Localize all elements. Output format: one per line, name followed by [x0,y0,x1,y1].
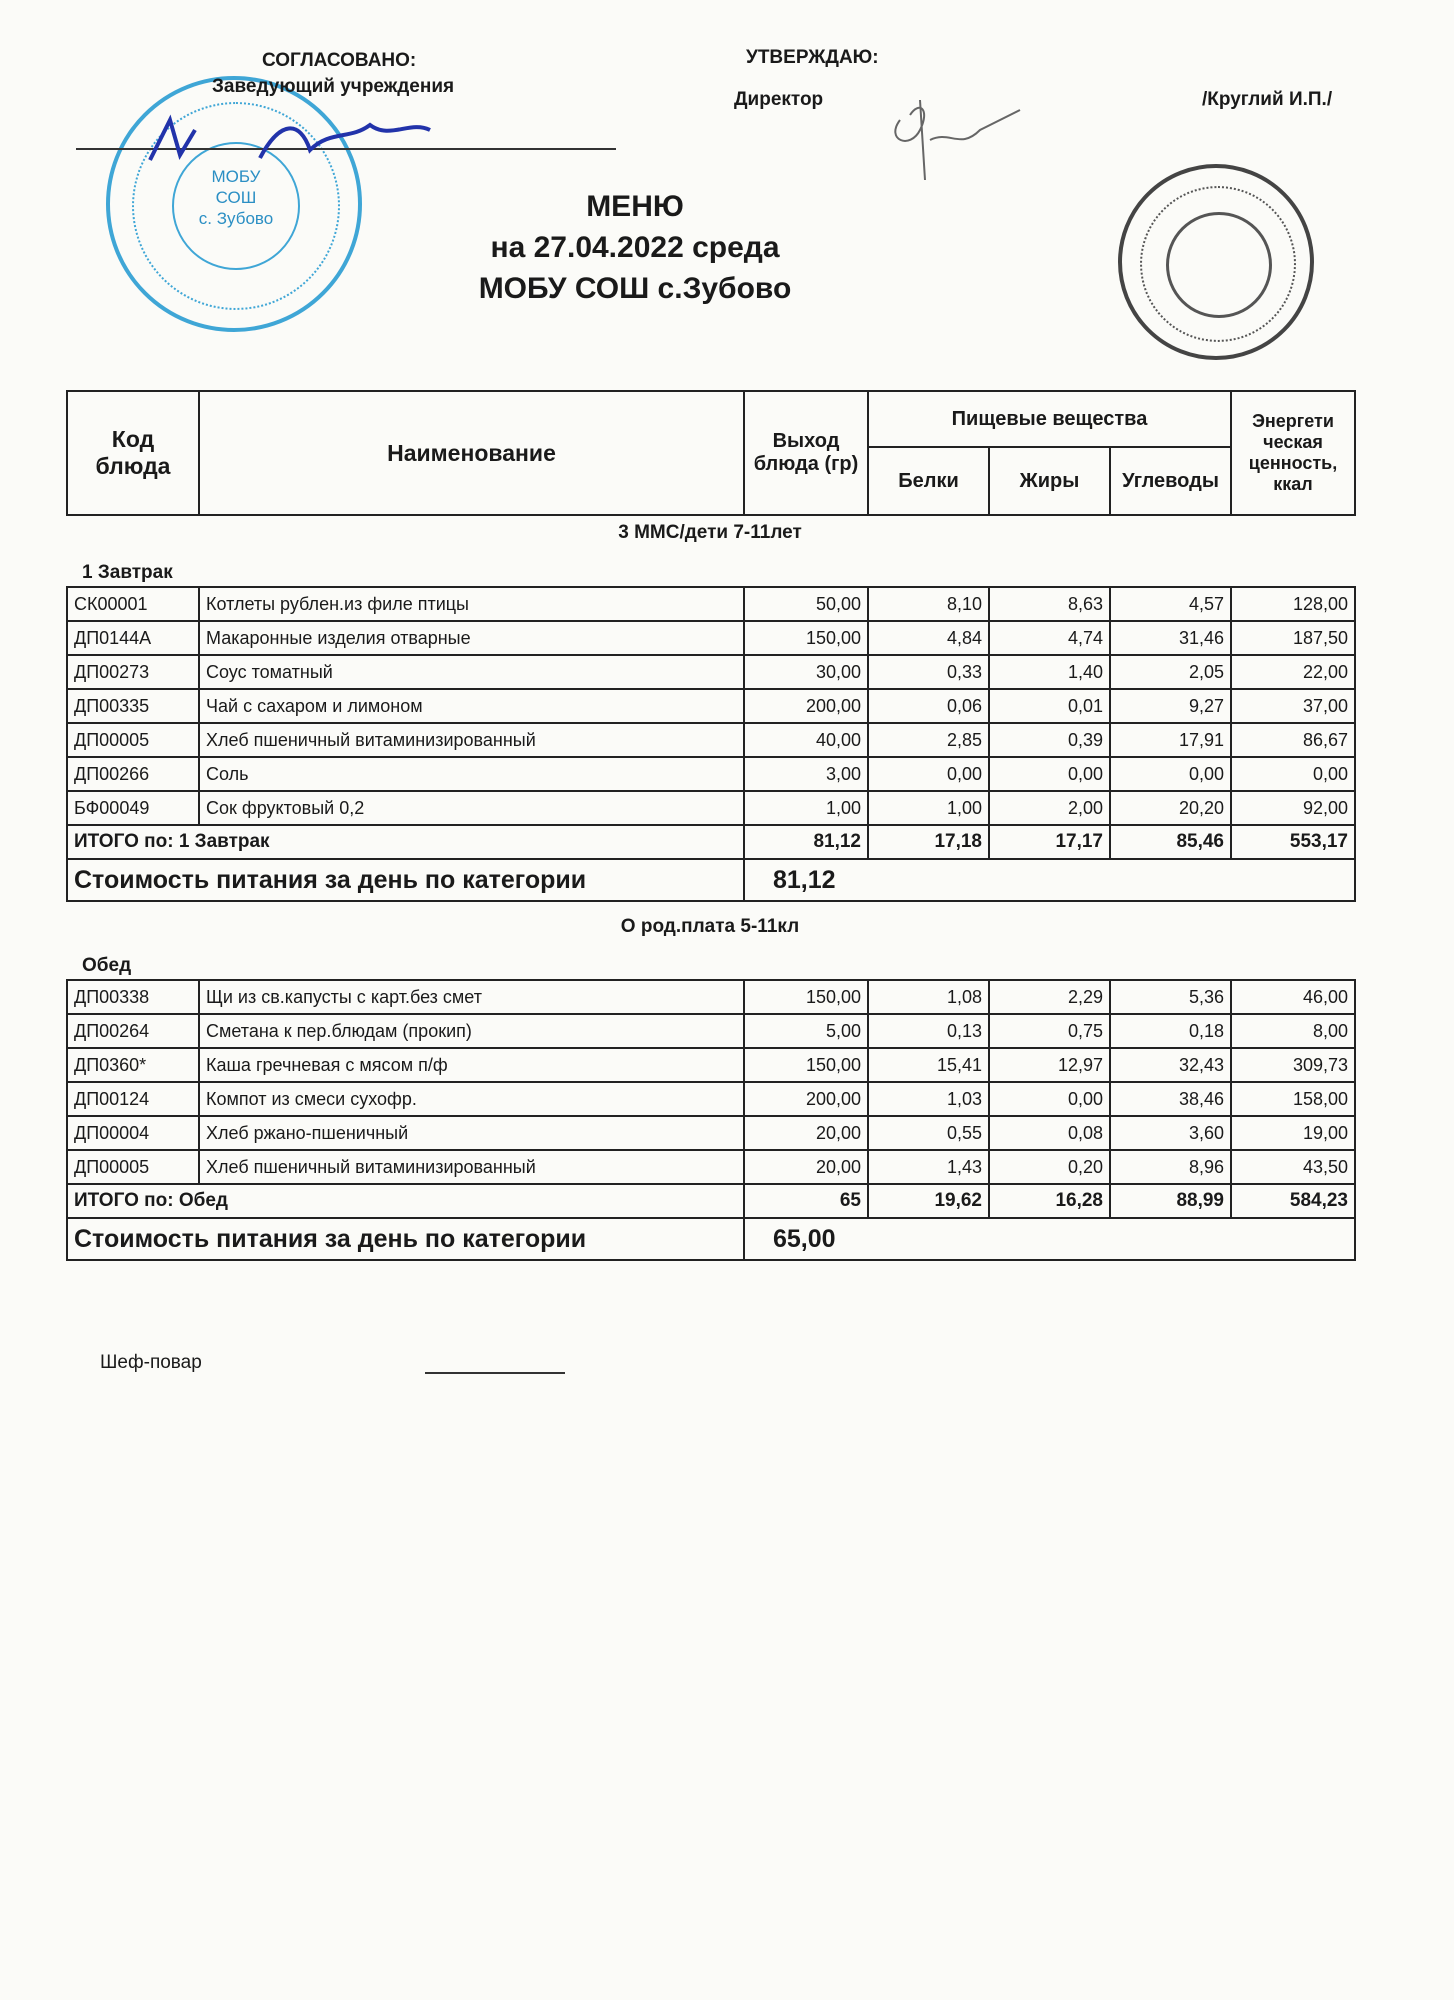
dish-name: Щи из св.капусты с карт.без смет [199,980,744,1014]
director-name: /Круглий И.П./ [1202,89,1333,110]
dish-protein: 15,41 [868,1048,989,1082]
dish-fat: 0,00 [989,1082,1110,1116]
dish-yield: 30,00 [744,655,868,689]
dish-fat: 2,29 [989,980,1110,1014]
cost-value: 65,00 [744,1218,1355,1260]
dish-code: ДП00335 [67,689,199,723]
dish-protein: 0,00 [868,757,989,791]
dish-protein-total: 19,62 [868,1184,989,1218]
breakfast-table [66,586,1356,902]
cost-row [67,859,1355,901]
category-label: О род.плата 5-11кл [620,916,800,937]
dish-fat: 0,01 [989,689,1110,723]
table-row [67,1014,1355,1048]
dish-carbs: 0,00 [1110,757,1231,791]
dish-name: Макаронные изделия отварные [199,621,744,655]
chef-label: Шеф-повар [100,1352,202,1373]
meal-label: 1 Завтрак [82,562,173,583]
cost-label: Стоимость питания за день по категории [67,859,744,901]
dish-protein: 1,03 [868,1082,989,1116]
approve-label: УТВЕРЖДАЮ: [746,47,879,68]
director-signature [880,80,1040,190]
col-protein: Белки [868,447,989,515]
dish-carbs-total: 88,99 [1110,1184,1231,1218]
dish-carbs: 32,43 [1110,1048,1231,1082]
dish-name: Каша гречневая с мясом п/ф [199,1048,744,1082]
total-row [67,825,1355,859]
dish-energy: 8,00 [1231,1014,1355,1048]
dish-name: Хлеб пшеничный витаминизированный [199,723,744,757]
dish-carbs: 9,27 [1110,689,1231,723]
cost-label: Стоимость питания за день по категории [67,1218,744,1260]
dish-yield: 50,00 [744,587,868,621]
menu-title: МЕНЮ [586,190,684,223]
dish-fat: 0,39 [989,723,1110,757]
chef-signature-line [425,1372,565,1374]
dish-name: Хлеб пшеничный витаминизированный [199,1150,744,1184]
dish-protein: 0,06 [868,689,989,723]
dish-energy: 158,00 [1231,1082,1355,1116]
dish-carbs: 3,60 [1110,1116,1231,1150]
dish-carbs: 2,05 [1110,655,1231,689]
dish-carbs: 17,91 [1110,723,1231,757]
dish-carbs: 20,20 [1110,791,1231,825]
agreed-label: СОГЛАСОВАНО: [262,50,417,71]
dish-energy: 187,50 [1231,621,1355,655]
dish-code: ДП00005 [67,723,199,757]
dish-energy: 309,73 [1231,1048,1355,1082]
dish-name: Сметана к пер.блюдам (прокип) [199,1014,744,1048]
col-energy: Энергети ческая ценность, ккал [1231,391,1355,515]
stamp-line: СОШ [215,188,257,207]
dish-protein: 0,55 [868,1116,989,1150]
dish-code: ДП00338 [67,980,199,1014]
agreed-signature [140,110,520,170]
dish-energy: 128,00 [1231,587,1355,621]
dish-code: ДП00124 [67,1082,199,1116]
dish-energy: 92,00 [1231,791,1355,825]
dish-fat: 8,63 [989,587,1110,621]
dish-carbs: 4,57 [1110,587,1231,621]
dish-protein-total: 17,18 [868,825,989,859]
dish-yield-total: 81,12 [744,825,868,859]
school-name: МОБУ СОШ с.Зубово [478,272,792,305]
dish-protein: 0,33 [868,655,989,689]
dish-yield: 40,00 [744,723,868,757]
col-yield: Выход блюда (гр) [744,391,868,515]
table-row [67,621,1355,655]
lunch-table [66,979,1356,1261]
dish-fat: 0,00 [989,757,1110,791]
dish-yield: 1,00 [744,791,868,825]
cost-row [67,1218,1355,1260]
table-row [67,655,1355,689]
dish-energy: 86,67 [1231,723,1355,757]
dish-name: Чай с сахаром и лимоном [199,689,744,723]
col-carbs: Углеводы [1110,447,1231,515]
table-row [67,1150,1355,1184]
table-row [67,1116,1355,1150]
dish-protein: 1,08 [868,980,989,1014]
col-nutrients: Пищевые вещества [868,391,1231,447]
stamp-line: МОБУ [211,167,261,186]
dish-code: СК00001 [67,587,199,621]
dish-code: ДП00264 [67,1014,199,1048]
dish-name: Компот из смеси сухофр. [199,1082,744,1116]
category-label: 3 ММС/дети 7-11лет [618,522,802,543]
table-row [67,757,1355,791]
dish-code: ДП00273 [67,655,199,689]
table-row [67,587,1355,621]
stamp-line: с. Зубово [198,209,274,228]
dish-fat: 0,75 [989,1014,1110,1048]
dish-energy: 46,00 [1231,980,1355,1014]
total-label: ИТОГО по: 1 Завтрак [67,825,744,859]
dish-energy: 0,00 [1231,757,1355,791]
dish-energy-total: 553,17 [1231,825,1355,859]
cost-value: 81,12 [744,859,1355,901]
dish-name: Котлеты рублен.из филе птицы [199,587,744,621]
dish-carbs: 5,36 [1110,980,1231,1014]
dish-yield: 5,00 [744,1014,868,1048]
dish-energy: 37,00 [1231,689,1355,723]
menu-date: на 27.04.2022 среда [490,231,780,264]
dish-protein: 8,10 [868,587,989,621]
dish-code: БФ00049 [67,791,199,825]
dish-protein: 4,84 [868,621,989,655]
total-row [67,1184,1355,1218]
dish-fat-total: 17,17 [989,825,1110,859]
dish-yield: 20,00 [744,1116,868,1150]
dish-fat: 4,74 [989,621,1110,655]
dish-energy-total: 584,23 [1231,1184,1355,1218]
dish-fat-total: 16,28 [989,1184,1110,1218]
table-row [67,980,1355,1014]
dish-name: Соль [199,757,744,791]
col-name: Наименование [199,391,744,515]
dish-name: Хлеб ржано-пшеничный [199,1116,744,1150]
dish-code: ДП00004 [67,1116,199,1150]
dish-protein: 2,85 [868,723,989,757]
dish-yield: 150,00 [744,980,868,1014]
table-row [67,689,1355,723]
dish-name: Соус томатный [199,655,744,689]
dish-protein: 1,00 [868,791,989,825]
dish-yield: 150,00 [744,621,868,655]
dish-yield: 20,00 [744,1150,868,1184]
dish-carbs: 8,96 [1110,1150,1231,1184]
dish-fat: 12,97 [989,1048,1110,1082]
dish-name: Сок фруктовый 0,2 [199,791,744,825]
approve-role: Директор [734,89,824,110]
dish-fat: 0,08 [989,1116,1110,1150]
dish-code: ДП00266 [67,757,199,791]
col-fat: Жиры [989,447,1110,515]
dish-carbs: 38,46 [1110,1082,1231,1116]
total-label: ИТОГО по: Обед [67,1184,744,1218]
dish-yield-total: 65 [744,1184,868,1218]
dish-yield: 150,00 [744,1048,868,1082]
dish-code: ДП0144А [67,621,199,655]
table-row [67,791,1355,825]
dish-code: ДП00005 [67,1150,199,1184]
dish-energy: 19,00 [1231,1116,1355,1150]
dish-protein: 1,43 [868,1150,989,1184]
table-row [67,1048,1355,1082]
table-row [67,723,1355,757]
table-row [67,1082,1355,1116]
dish-carbs: 0,18 [1110,1014,1231,1048]
agreed-role: Заведующий учреждения [212,76,455,97]
dish-yield: 200,00 [744,689,868,723]
dish-protein: 0,13 [868,1014,989,1048]
col-code: Код блюда [67,391,199,515]
dish-energy: 43,50 [1231,1150,1355,1184]
dish-carbs-total: 85,46 [1110,825,1231,859]
dish-fat: 0,20 [989,1150,1110,1184]
dish-energy: 22,00 [1231,655,1355,689]
dish-code: ДП0360* [67,1048,199,1082]
dish-carbs: 31,46 [1110,621,1231,655]
menu-header-table [66,390,1356,516]
dish-fat: 1,40 [989,655,1110,689]
meal-label: Обед [82,955,132,976]
dish-yield: 3,00 [744,757,868,791]
dish-yield: 200,00 [744,1082,868,1116]
dish-fat: 2,00 [989,791,1110,825]
